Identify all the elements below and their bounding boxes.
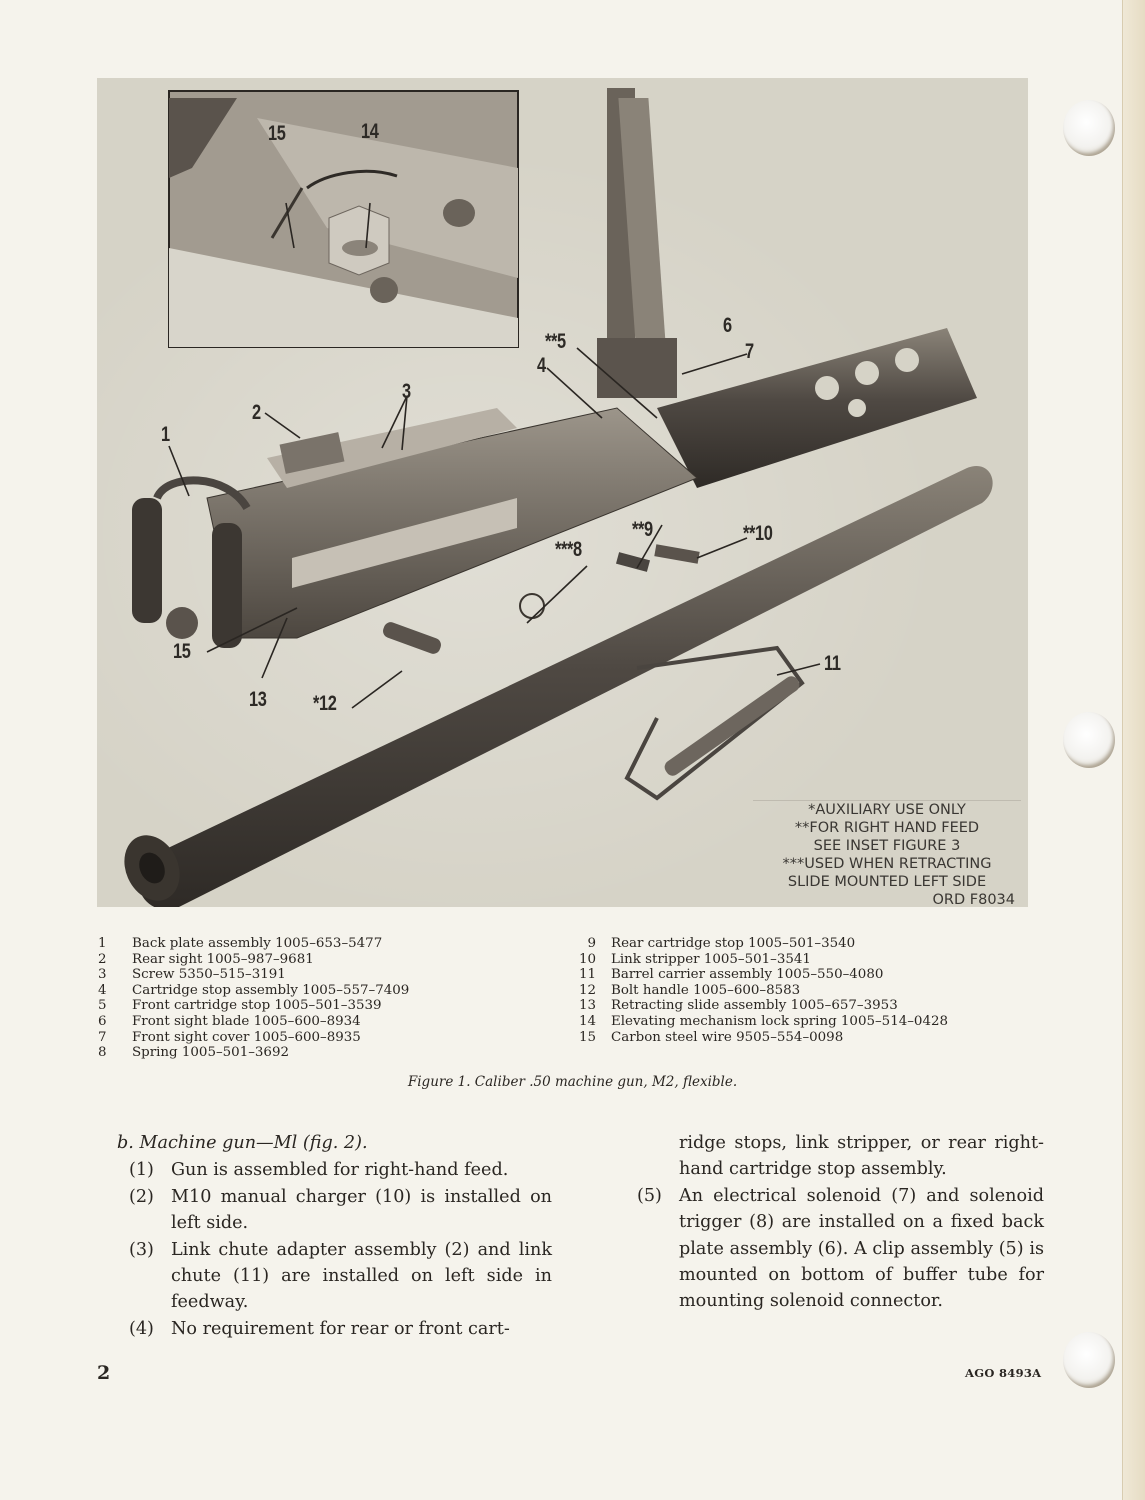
- receiver: [132, 408, 697, 648]
- list-item: [637, 1183, 1044, 1315]
- legend-num: 4: [98, 982, 107, 998]
- parts-legend-left: [98, 936, 409, 1061]
- legend-text: Back plate assembly 1005–653–5477: [132, 936, 383, 951]
- legend-text: Rear sight 1005–987–9681: [132, 951, 314, 967]
- callout-5: **5: [545, 330, 566, 353]
- item-number: (5): [637, 1185, 662, 1206]
- item-4-continued: ridge stops, link stripper, or rear right-hand cartridge stop assembly.: [679, 1133, 1044, 1180]
- figure-photo: [97, 78, 1028, 907]
- legend-row: [98, 1014, 409, 1030]
- figure-caption: Figure 1. Caliber .50 machine gun, M2, flexible.: [407, 1074, 738, 1090]
- list-item: [117, 1184, 552, 1237]
- legend-text: Front sight blade 1005–600–8934: [132, 1013, 361, 1029]
- legend-row: [98, 983, 409, 999]
- legend-num: 9: [587, 936, 596, 951]
- note-see-inset: SEE INSET FIGURE 3: [813, 838, 961, 854]
- legend-text: Retracting slide assembly 1005–657–3953: [611, 998, 898, 1014]
- legend-row: [98, 967, 409, 983]
- legend-num: 14: [578, 1013, 596, 1029]
- legend-row: [98, 952, 409, 968]
- inset-photo: [169, 91, 518, 347]
- list-item: [117, 1316, 552, 1342]
- callout-6: 6: [723, 314, 732, 337]
- legend-row: [562, 952, 948, 968]
- legend-num: 10: [578, 951, 596, 967]
- item-text: No requirement for rear or front cart-: [171, 1318, 510, 1339]
- carrier-handle: [627, 648, 802, 798]
- callout-4: 4: [537, 354, 546, 377]
- feed-cover: [597, 88, 677, 398]
- body-column-right: [637, 1130, 1044, 1315]
- item-number: (4): [129, 1318, 154, 1339]
- legend-text: Front sight cover 1005–600–8935: [132, 1029, 361, 1045]
- legend-num: 8: [98, 1045, 107, 1061]
- legend-num: 7: [98, 1029, 107, 1045]
- legend-row: [562, 1014, 948, 1030]
- legend-text: Bolt handle 1005–600–8583: [611, 982, 801, 998]
- legend-row: [562, 983, 948, 999]
- legend-text: Spring 1005–501–3692: [132, 1045, 289, 1061]
- legend-row: [562, 936, 948, 952]
- ago-code: AGO 8493A: [965, 1366, 1042, 1380]
- inset-callout-14: 14: [361, 120, 379, 143]
- punch-hole-top: [1063, 100, 1115, 156]
- legend-row: [98, 1030, 409, 1046]
- item-text: Link chute adapter assembly (2) and link chute (11) are installed on left side in feedway.: [171, 1239, 552, 1313]
- legend-text: Barrel carrier assembly 1005–550–4080: [611, 967, 884, 983]
- item-text: Gun is assembled for right-hand feed.: [171, 1160, 509, 1181]
- legend-num: 11: [578, 967, 596, 983]
- figure-notes: [753, 800, 1021, 907]
- legend-row: [562, 967, 948, 983]
- callout-10: **10: [743, 522, 773, 545]
- punch-hole-bottom: [1063, 1332, 1115, 1388]
- note-auxiliary: *AUXILIARY USE ONLY: [808, 802, 966, 818]
- list-item: [117, 1157, 552, 1183]
- legend-num: 5: [98, 998, 107, 1014]
- legend-text: Rear cartridge stop 1005–501–3540: [611, 936, 856, 951]
- legend-text: Elevating mechanism lock spring 1005–514–0428: [611, 1013, 949, 1029]
- machine-gun-illustration: [97, 78, 1028, 907]
- barrel-support: [657, 328, 977, 488]
- callout-3: 3: [402, 380, 411, 403]
- legend-num: 12: [578, 982, 596, 998]
- legend-row: [98, 998, 409, 1014]
- legend-text: Carbon steel wire 9505–554–0098: [611, 1029, 844, 1045]
- item-text: M10 manual charger (10) is installed on left side.: [171, 1186, 552, 1234]
- note-retracting: ***USED WHEN RETRACTING: [782, 856, 992, 872]
- page-number: 2: [97, 1362, 111, 1384]
- note-right-hand-feed: **FOR RIGHT HAND FEED: [794, 820, 980, 836]
- callout-1: 1: [161, 423, 170, 446]
- legend-num: 2: [98, 951, 107, 967]
- callout-11: 11: [824, 652, 841, 675]
- legend-text: Cartridge stop assembly 1005–557–7409: [132, 982, 410, 998]
- inset-callout-15: 15: [268, 122, 286, 145]
- callout-13: 13: [249, 688, 267, 711]
- item-number: (1): [129, 1160, 154, 1181]
- legend-text: Front cartridge stop 1005–501–3539: [132, 998, 382, 1014]
- legend-row: [98, 936, 409, 952]
- body-column-left: [117, 1130, 552, 1342]
- callout-12: *12: [313, 692, 337, 715]
- legend-row: [98, 1045, 409, 1061]
- note-slide-left: SLIDE MOUNTED LEFT SIDE: [787, 874, 987, 890]
- item-number: (3): [129, 1239, 154, 1260]
- parts-legend-right: [562, 936, 948, 1045]
- section-title: Machine gun—Ml (fig. 2).: [139, 1133, 368, 1153]
- callout-9: **9: [632, 518, 653, 541]
- legend-row: [562, 1030, 948, 1046]
- item-number: (2): [129, 1186, 154, 1207]
- list-item: [117, 1237, 552, 1316]
- legend-text: Link stripper 1005–501–3541: [611, 951, 811, 967]
- item-text: An electrical solenoid (7) and solenoid trigger (8) are installed on a fixed back plate assembly (6). A clip assembly (5) is mounted on bottom of buffer tube for mounting solenoid connector.: [679, 1185, 1044, 1312]
- page-binding-edge: [1122, 0, 1145, 1500]
- legend-row: [562, 998, 948, 1014]
- legend-text: Screw 5350–515–3191: [132, 967, 286, 983]
- callout-15: 15: [173, 640, 191, 663]
- section-heading: [117, 1130, 552, 1156]
- callout-7: 7: [745, 340, 754, 363]
- legend-num: 3: [98, 967, 107, 983]
- legend-num: 15: [578, 1029, 596, 1045]
- callout-8: ***8: [555, 538, 582, 561]
- punch-hole-middle: [1063, 712, 1115, 768]
- legend-num: 13: [578, 998, 596, 1014]
- legend-num: 6: [98, 1013, 107, 1029]
- callout-2: 2: [252, 401, 261, 424]
- ord-number: ORD F8034: [932, 892, 1015, 907]
- legend-num: 1: [98, 936, 107, 951]
- section-letter: b.: [117, 1133, 134, 1153]
